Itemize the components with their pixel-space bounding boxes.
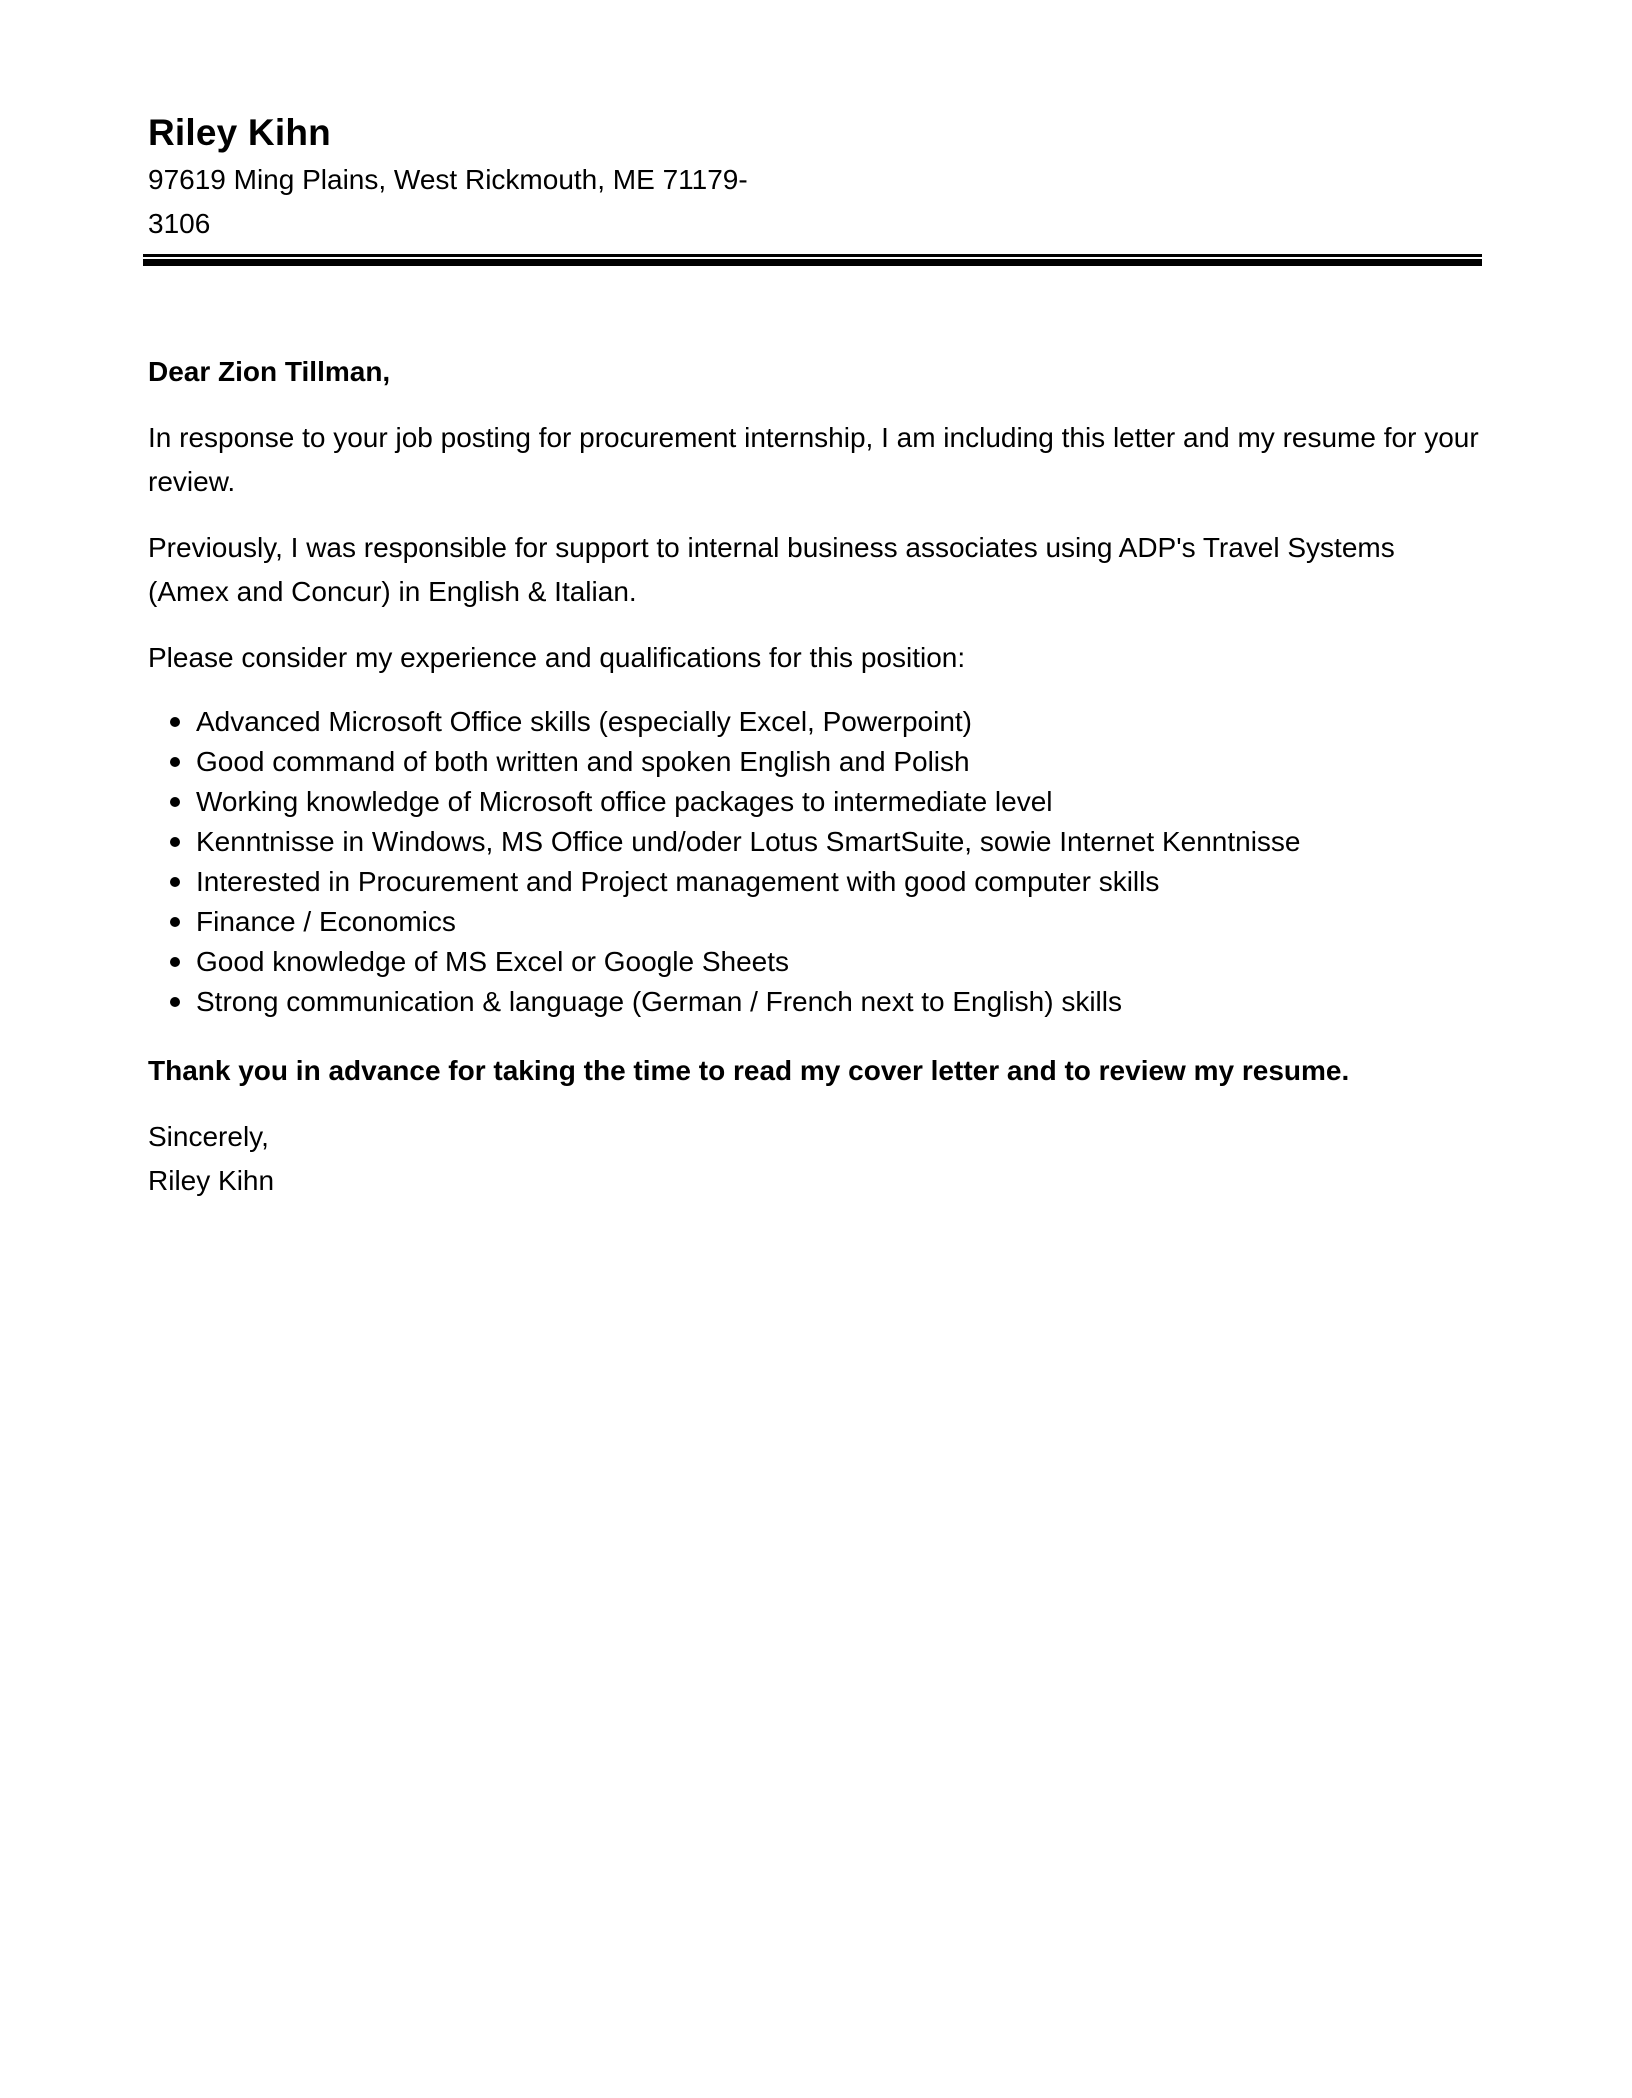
list-item xyxy=(148,702,1482,742)
signature-name: Riley Kihn xyxy=(148,1165,275,1196)
list-item-text: Interested in Procurement and Project management with good computer skills xyxy=(196,866,1160,897)
bullet-icon xyxy=(170,837,180,847)
bullet-icon xyxy=(170,917,180,927)
sender-address xyxy=(148,158,768,246)
list-item xyxy=(148,782,1482,822)
valediction: Sincerely, xyxy=(148,1121,269,1152)
bullet-icon xyxy=(170,877,180,887)
list-item-text: Good knowledge of MS Excel or Google Sheets xyxy=(196,946,790,977)
paragraph-consider: Please consider my experience and qualifications for this position: xyxy=(148,642,966,673)
sender-address-line-2: 3106 xyxy=(148,208,211,239)
bullet-icon xyxy=(170,797,180,807)
closing-statement: Thank you in advance for taking the time to read my cover letter and to review my resume. xyxy=(148,1055,1350,1086)
list-item-text: Kenntnisse in Windows, MS Office und/oder Lotus SmartSuite, sowie Internet Kenntnisse xyxy=(196,826,1301,857)
qualifications-list xyxy=(148,702,1482,1022)
bullet-icon xyxy=(170,997,180,1007)
list-item xyxy=(148,982,1482,1022)
bullet-icon xyxy=(170,957,180,967)
list-item xyxy=(148,942,1482,982)
header-divider-thick xyxy=(143,259,1482,266)
header-divider-thin xyxy=(143,254,1482,257)
salutation: Dear Zion Tillman, xyxy=(148,356,391,387)
list-item-text: Finance / Economics xyxy=(196,906,456,937)
paragraph-experience: Previously, I was responsible for support to internal business associates using ADP's Travel Systems (Amex and Concur) in English & Italian. xyxy=(148,532,1395,607)
list-item xyxy=(148,902,1482,942)
bullet-icon xyxy=(170,757,180,767)
list-item-text: Advanced Microsoft Office skills (especially Excel, Powerpoint) xyxy=(196,706,973,737)
list-item-text: Good command of both written and spoken English and Polish xyxy=(196,746,970,777)
signoff xyxy=(148,1115,1482,1203)
paragraph-intro: In response to your job posting for procurement internship, I am including this letter and my resume for your review. xyxy=(148,422,1479,497)
list-item-text: Working knowledge of Microsoft office packages to intermediate level xyxy=(196,786,1053,817)
list-item xyxy=(148,822,1482,862)
list-item-text: Strong communication & language (German / French next to English) skills xyxy=(196,986,1122,1017)
list-item xyxy=(148,862,1482,902)
sender-name: Riley Kihn xyxy=(148,112,331,153)
bullet-icon xyxy=(170,717,180,727)
letter-body xyxy=(148,350,1482,1203)
list-item xyxy=(148,742,1482,782)
sender-address-line-1: 97619 Ming Plains, West Rickmouth, ME 71179- xyxy=(148,164,748,195)
letter-header xyxy=(148,108,768,246)
